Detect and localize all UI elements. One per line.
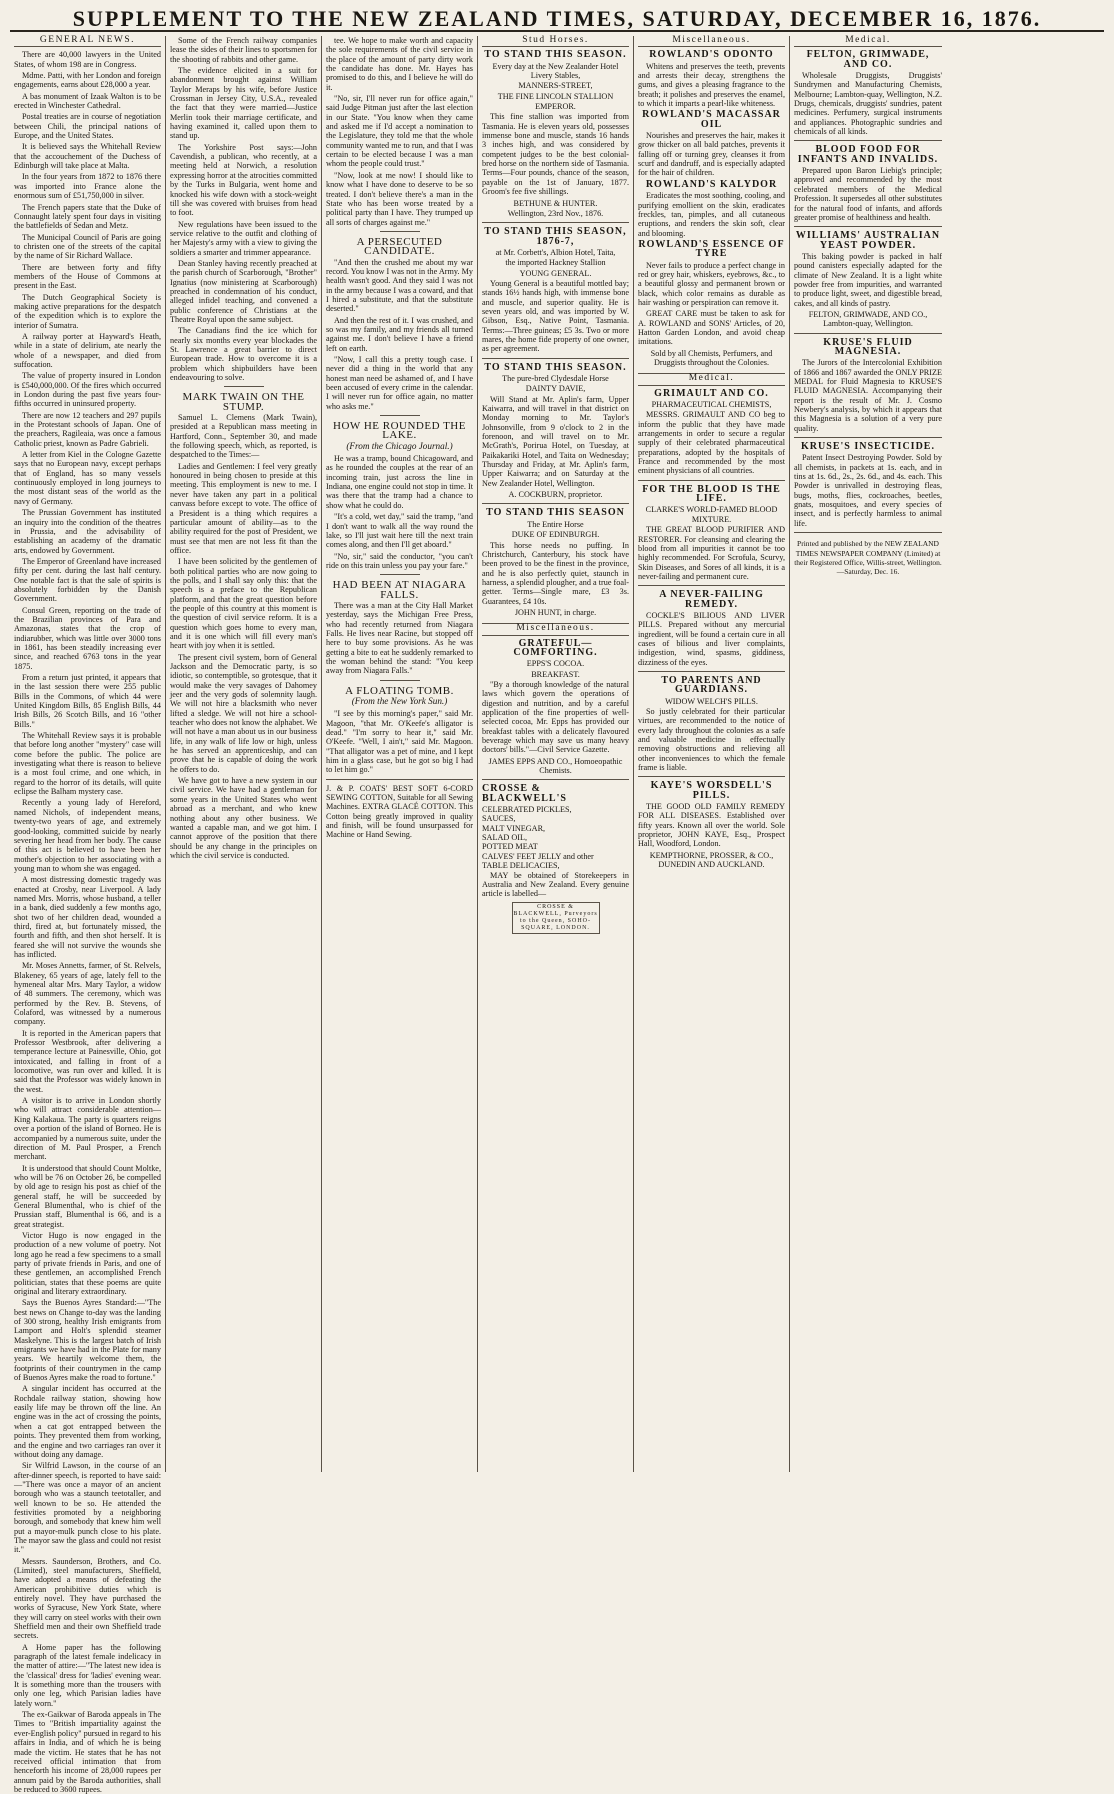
advert-signature: FELTON, GRIMWADE, AND CO., Lambton-quay, Wellington.	[808, 309, 928, 329]
paragraph: Mdme. Patti, with her London and foreign engagements, earns about £28,000 a year.	[14, 71, 161, 90]
advert-line: SAUCES,	[482, 814, 516, 824]
paragraph: The Municipal Council of Paris are going to christen one of the streets of the capital by the name of Sir Richard Wallace.	[14, 232, 161, 261]
imprint-footer: Printed and published by the NEW ZEALAND TIMES NEWSPAPER COMPANY (Limited) at their Registered Office, Willis-street, Wellington.—Saturday, Dec. 16.	[794, 539, 942, 577]
advert-title: KAYE'S WORSDELL'S PILLS.	[650, 780, 773, 801]
paragraph: A letter from Kiel in the Cologne Gazette says that no European navy, except perhaps that of England, has so many vessels continuously employed in long journeys to the most distant seas of the world as the navy of Germany.	[14, 450, 161, 506]
advert-body: Nourishes and preserves the hair, makes it grow thicker on all bald patches, prevents it falling off or turning grey, cleanses it from scurf and dandruff, and is especially adapted for the hair of children.	[638, 131, 785, 178]
paragraph: Says the Buenos Ayres Standard:—"The best news on Change to-day was the landing of 300 strong, healthy Irish emigrants from Lamport and Holt's splendid steamer Maskelyne. This is the largest batch of Irish emigrants we have had in the Plate for many years. We heartily welcome them, the footprints of their countrymen in the camp of Buenos Ayres make the road to fortune."	[14, 1298, 161, 1383]
paragraph: There are now 12 teachers and 297 pupils in the Protestant schools of Japan. One of the preachers, Ragileaia, was once a famous Catholic priest, known as Padre Gabrieli.	[14, 410, 161, 448]
advert-title: BLOOD FOOD FOR INFANTS AND INVALIDS.	[797, 144, 939, 165]
advert-body: Wholesale Druggists, Druggists' Sundrymen and Manufacturing Chemists, Melbourne; Lambton-quay, Wellington, N.Z. Drugs, chemicals, druggists' sundries, patent medicines. Perfumery, surgical instruments and appliances. Photographic sundries and chemicals of all kinds.	[794, 71, 942, 137]
paragraph: And then the rest of it. I was crushed, and so was my family, and my friends all turned against me. I don't believe I have a friend left on earth.	[326, 315, 473, 353]
coats-advert: J. & P. COATS' BEST SOFT 6-CORD SEWING COTTON, Suitable for all Sewing Machines. EXTRA GLACÉ COTTON. This Cotton being greatly improved in quality and finish, will be found unsurpassed for Machine or Hand Sewing.	[326, 783, 473, 840]
paragraph: The evidence elicited in a suit for abandonment brought against William Taylor Meraps by his wife, before Justice Crossman in Jersey City, U.S.A., revealed the fact that they were married—Justice Merlin took their marriage certificate, and having examined it, called upon them to stand up.	[170, 66, 317, 141]
columns	[10, 35, 1104, 1794]
advert-body: Never fails to produce a perfect change in red or grey hair, whiskers, eyebrows, &c., to a beautiful glossy and permanent brown or black, which color remains as durable as hair washing or perspiration can remove it.	[638, 260, 785, 307]
advert-body: Prepared upon Baron Liebig's principle; approved and recommended by the most celebrated members of the Medical Profession. It supersedes all other substitutes for the natural food of infants, and affords greater promise of healthiness and health.	[794, 166, 942, 222]
article-source: (From the Chicago Journal.)	[346, 440, 453, 451]
advert-line: CELEBRATED PICKLES,	[482, 805, 572, 815]
divider	[482, 358, 629, 359]
paragraph: "I see by this morning's paper," said Mr. Magoon, "that Mr. O'Keefe's alligator is dead." "I'm sorry to hear it," said Mr. O'Keefe. "Well, I ain't," said Mr. Magoon. "That alligator was a pet of mine, and I kept him in a glass case, but he got so big I had to let him go."	[326, 709, 473, 775]
advert-title: KRUSE'S INSECTICIDE.	[801, 441, 935, 453]
paragraph: Ladies and Gentlemen: I feel very greatly honoured in being chosen to preside at this meeting. This employment is new to me. I never have taken any part in a political canvass before except to vote. The office of a President is a thing which requires a particular amount of ability—as to the ability required for the post of President, we must see that men are not less fit than the office.	[170, 461, 317, 555]
advert-line: MANNERS-STREET,	[518, 81, 593, 91]
paragraph: From a return just printed, it appears that in the last session there were 255 public Bills in the Commons, of which 44 were United Kingdom Bills, 85 English Bills, 44 Irish Bills, 26 Scotch Bills, and 16 "other Bills."	[14, 673, 161, 729]
advert-body: Will Stand at Mr. Aplin's farm, Upper Kaiwarra, and will travel in that district on Monday morning to Mr. Taylor's Johnsonville, from 9 o'clock to 2 in the forenoon, and will travel on to Mr. McGrath's, Porirua Hotel, on Tuesday, at Paikakariki Hotel, and Taita on Wednesday; Thursday and Friday, at Mr. Aplin's farm, Upper Kaiwarra; and on Saturday at the New Zealander Hotel, Wellington.	[482, 394, 629, 488]
advert-body: GREAT CARE must be taken to ask for A. ROWLAND and SONS' Articles, of 20, Hatton Garden London, and avoid cheap imitations.	[638, 309, 785, 347]
paragraph: I have been solicited by the gentlemen of both political parties who are now going to the polls, and I shall say only this: that the speech is a preface to the Republican platform, and that the great question before the people of this country at this moment is the question of civil service reform. It is a question which goes home to every man, and it is one which will fill every man's heart with joy when it is settled.	[170, 557, 317, 651]
advert-body: Young General is a beautiful mottled bay; stands 16½ hands high, with immense bone and muscle, and superior quality. He is seven years old, and was imported by W. Gibson, Esq., Native Point, Tasmania. Terms:—Three guineas; £5 3s. Two or more mares, the home fide property of one owner, as per agreement.	[482, 278, 629, 354]
advert-line: EMPEROR.	[535, 102, 576, 112]
paragraph: Consul Green, reporting on the trade of the Brazilian provinces of Para and Amazonas, states that the crop of indiarubber, which was little over 3000 tons in 1861, has been steadily increasing ever since, and reached 6763 tons in the year 1875.	[14, 605, 161, 671]
divider	[794, 333, 942, 334]
masthead-title: SUPPLEMENT TO THE NEW ZEALAND TIMES, SATURDAY, DECEMBER 16, 1876.	[10, 4, 1104, 32]
column-heading: Miscellaneous.	[638, 36, 785, 47]
advert-line: Every day at the New Zealander Hotel Livery Stables,	[492, 61, 619, 81]
advert-line: POTTED MEAT	[482, 842, 538, 852]
advert-title: TO STAND THIS SEASON, 1876-7,	[484, 226, 627, 247]
advert-line: CLARKE'S WORLD-FAMED BLOOD MIXTURE.	[645, 505, 778, 524]
paragraph: A singular incident has occurred at the Rochdale railway station, showing how easily life may be thrown off the line. An engine was in the act of crossing the points, when a cat got entrapped between the points. They prevented them from working, and the engine and two carriages ran over it without doing any damage.	[14, 1384, 161, 1459]
paragraph: Dean Stanley having recently preached at the parish church of Scarborough, "Brother" Ignatius (now ministering at Scarborough) preached in condemnation of his conduct, alleged infidel teaching, and convened a public conference of Christians at the Theatre Royal upon the same subject.	[170, 258, 317, 324]
column-heading: Medical.	[794, 36, 942, 47]
advert-title: ROWLAND'S ODONTO	[649, 49, 774, 61]
article-heading: MARK TWAIN ON THE STUMP.	[182, 391, 305, 413]
divider	[326, 779, 473, 780]
article-heading: A PERSECUTED CANDIDATE.	[356, 235, 443, 258]
paragraph: We have got to have a new system in our civil service. We have had a gentleman for some years in the United States who went abroad as a merchant, and who knew nothing about any other business. We wanted a capable man, and we got him. I cannot approve of the position that there should be any change in the principles on which the civil service is conducted.	[170, 776, 317, 860]
advert-title: ROWLAND'S ESSENCE OF TYRE	[638, 238, 785, 260]
advert-signature: JAMES EPPS AND CO., Homoeopathic Chemists.	[488, 756, 623, 776]
advert-line: THE FINE LINCOLN STALLION	[497, 91, 614, 101]
paragraph: There was a man at the City Hall Market yesterday, says the Michigan Free Press, who had recently returned from Niagara Falls. He lives near Racine, but stopped off here to buy some provisions. As he was getting a bite to eat he suddenly remarked to the woman behind the stand: "You keep away from Niagara Falls."	[326, 600, 473, 676]
paragraph: It is believed says the Whitehall Review that the accouchement of the Duchess of Edinburgh will take place at Malta.	[14, 142, 161, 171]
paragraph: Messrs. Saunderson, Brothers, and Co. (Limited), steel manufacturers, Sheffield, have adopted a means of defeating the American prohibitive duties which is entirely novel. They have purchased the works of Syracuse, New York State, where they will carry on steel works with their own Sheffield men and their own Sheffield trade secrets.	[14, 1556, 161, 1641]
column-heading: Miscellaneous.	[482, 623, 629, 635]
divider	[380, 415, 420, 416]
advert-body: Eradicates the most soothing, cooling, and purifying emollient on the skin, eradicates freckles, tan, pimples, and all cutaneous eruptions, and renders the skin soft, clear and blooming.	[638, 191, 785, 238]
advert-title: FOR THE BLOOD IS THE LIFE.	[642, 483, 781, 505]
advert-signature: CROSSE & BLACKWELL, Purveyors to the Queen, SOHO-SQUARE, LONDON.	[513, 903, 598, 931]
article-heading: HAD BEEN AT NIAGARA FALLS.	[332, 579, 467, 601]
advert-body: COCKLE'S BILIOUS AND LIVER PILLS. Prepared without any mercurial ingredient, will be found a certain cure in all cases of bilious and liver complaints, indigestion, wind, spasms, giddiness, dizziness of the eyes.	[638, 610, 785, 667]
advert-body: THE GREAT BLOOD PURIFIER AND RESTORER. For cleansing and clearing the blood from all impurities it cannot be too highly recommended. For Scrofula, Scurvy, Skin Diseases, and Sores of all kinds, it is a never-failing and permanent cure.	[638, 525, 785, 581]
paragraph: "No, sir, I'll never run for office again," said Judge Pitman just after the last election in our State. "You know when they came and asked me if I'd accept a nomination to the Legislature, they told me that the whole community wanted me to run, and that I was certain to be elected because I was a man whom the people could trust."	[326, 94, 473, 169]
paragraph: The present civil system, born of General Jackson and the Democratic party, is so idiotic, so contemptible, so grotesque, that it would make the very savages of Dahomey jeer and the very gods of solemnity laugh. We will not hire a blacksmith who never lifted a sledge. We will not hire a school-teacher who does not know the alphabet. We will not have a man about us in our business life, in any walk of life low or high, unless he has served an apprenticeship, and can prove that he is capable of doing the work he offers to do.	[170, 652, 317, 774]
paragraph: Mr. Moses Annetts, farmer, of St. Relvels, Blakeney, 65 years of age, lately fell to the hymeneal altar Mrs. Mary Taylor, a widow of 48 summers. The ceremony, which was performed by the Rev. B. Stevens, of Colaford, was witnessed by a numerous company.	[14, 961, 161, 1027]
article-heading: A FLOATING TOMB.	[345, 684, 454, 697]
divider	[638, 480, 785, 481]
column-three	[322, 36, 478, 1472]
advert-body: Patent Insect Destroying Powder. Sold by all chemists, in packets at 1s. each, and in tins at 1s. 6d., 2s., 2s. 6d., and 4s. each. This Powder is unrivalled in destroying fleas, bugs, moths, flies, cockroaches, beetles, gnats, mosquitoes, and every species of insect, and is perfectly harmless to animal life.	[794, 453, 942, 528]
advert-line: PHARMACEUTICAL CHEMISTS,	[651, 400, 772, 410]
paragraph: He was a tramp, bound Chicagoward, and as he rounded the couples at the rear of an incoming train, just across the line in Indiana, one engine could not stop in time. It was there that the tramp had a chance to show what he could do.	[326, 454, 473, 510]
paragraph: It is understood that should Count Moltke, who will be 76 on October 26, be compelled by old age to resign his post as chief of the general staff, he will be succeeded by General Blumenthal, who is chief of the Prussian staff, Blumenthal is 66, and is a great strategist.	[14, 1163, 161, 1229]
advert-title: KRUSE'S FLUID MAGNESIA.	[823, 336, 913, 357]
paragraph: tee. We hope to make worth and capacity the sole requirements of the civil service in the place of the amount of party dirty work the candidate has done. Mr. Hayes has promised to do this, and I believe he will do it.	[326, 36, 473, 92]
paragraph: It is reported in the American papers that Professor Westbrook, after delivering a temperance lecture at Painesville, Ohio, got intoxicated, and falling in front of a locomotive, was run over and killed. It is said that the Professor was widely known in the west.	[14, 1028, 161, 1094]
advert-line: DAINTY DAVIE,	[525, 384, 586, 394]
advert-body: THE GOOD OLD FAMILY REMEDY FOR ALL DISEASES. Established over fifty years. Known all over the world. Sole proprietor, JOHN KAYE, Esq., Prospect Hall, Woodford, London.	[638, 802, 785, 849]
divider	[794, 532, 942, 533]
paragraph: A railway porter at Hayward's Heath, while in a state of delirium, ate nearly the whole of a newspaper, and died from suffocation.	[14, 331, 161, 369]
paragraph: Some of the French railway companies lease the sides of their lines to sportsmen for the shooting of rabbits and other game.	[170, 36, 317, 64]
advert-body: "By a thorough knowledge of the natural laws which govern the operations of digestion and nutrition, and by a careful application of the fine properties of well-selected cocoa, Mr. Epps has provided our breakfast tables with a delicately flavoured beverage which may save us many heavy doctors' bills."—Civil Service Gazette.	[482, 679, 629, 755]
advert-body: The Jurors of the Intercolonial Exhibition of 1866 and 1867 awarded the ONLY PRIZE MEDAL for Fluid Magnesia to KRUSE'S FLUID MAGNESIA. Accompanying their report is the result of Mr. J. Cosmo Newbery's analysis, by which it appears that this Magnesia is a solution of a very pure quality.	[794, 358, 942, 433]
advert-signature: KEMPTHORNE, PROSSER, & CO., DUNEDIN AND AUCKLAND.	[649, 850, 774, 870]
article-heading: HOW HE ROUNDED THE LAKE.	[333, 420, 466, 442]
advert-line: MALT VINEGAR,	[482, 823, 546, 833]
divider	[638, 585, 785, 586]
advert-title: GRATEFUL—COMFORTING.	[513, 637, 598, 658]
advert-body: This fine stallion was imported from Tasmania. He is eleven years old, possesses immense bone and muscle, stands 16 hands 3 inches high, and was considered by competent judges to be the best colonial-bred horse on the northern side of Tasmania. Terms—Four pounds, chance of the season, payable on the 1st of January, 1877. Groom's fee five shillings.	[482, 112, 629, 197]
column-medical	[790, 36, 946, 1472]
advert-line: DUKE OF EDINBURGH.	[511, 530, 600, 540]
paragraph: A visitor is to arrive in London shortly who will attract considerable attention—King Kalakaua. The party is quarters reigns over a portion of the island of Borneo. He is accompanied by a numerous suite, under the direction of M. Paul Prosper, a French merchant.	[14, 1096, 161, 1162]
column-heading: Medical.	[638, 373, 785, 385]
paragraph: Postal treaties are in course of negotiation between Chili, the principal nations of Europe, and the United States.	[14, 112, 161, 141]
divider	[482, 779, 629, 780]
advert-line: The Entire Horse	[527, 519, 584, 529]
paragraph: "It's a cold, wet day," said the tramp, "and I don't want to walk all the way round the lake, so I'll just wait here till the next train comes along, and then I'll get aboard."	[326, 512, 473, 550]
paragraph: Victor Hugo is now engaged in the production of a new volume of poetry. Not long ago he read a few specimens to a small party of private friends in Paris, and one of these gentlemen, an accomplished French politician, states that these poems are quite original and literary extraordinary.	[14, 1230, 161, 1296]
advert-title: FELTON, GRIMWADE, AND CO.	[806, 49, 930, 70]
advert-line: CALVES' FEET JELLY and other	[482, 851, 594, 861]
advert-title: A NEVER-FAILING REMEDY.	[659, 589, 764, 610]
advert-title: TO PARENTS AND GUARDIANS.	[661, 674, 762, 696]
paragraph: A bas monument of Izaak Walton is to be erected in Winchester Cathedral.	[14, 91, 161, 111]
column-stud-horses	[478, 36, 634, 1472]
divider	[638, 776, 785, 777]
paragraph: The French papers state that the Duke of Connaught lately spent four days in visiting the battlefields of Sedan and Metz.	[14, 202, 161, 231]
advert-line: TABLE DELICACIES,	[482, 861, 560, 871]
paragraph: Sir Wilfrid Lawson, in the course of an after-dinner speech, is reported to have said:—"There was once a mayor of an ancient borough who was a staunch teetotaller, and well known to be so. He attended the festivities promoted by a neighboring borough, and somebody that knew him well put a mayor-mulk punch close to his plate. The mayor saw the glass and could not resist it."	[14, 1461, 161, 1555]
advert-body: So justly celebrated for their particular virtues, are recommended to the notice of every lady throughout the colonies as a safe and valuable medicine in effectually removing obstructions and relieving all other inconveniences to which the female frame is liable.	[638, 707, 785, 773]
paragraph: "No, sir," said the conductor, "you can't ride on this train unless you pay your fare."	[326, 551, 473, 570]
paragraph: The Yorkshire Post says:—John Cavendish, a publican, who recently, at a meeting held at Norwich, a resolution expressing horror at the atrocities committed by the Turks in Bulgaria, went home and knocked his wife down with a stock-weight till she was covered with bruises from head to foot.	[170, 142, 317, 218]
paragraph: A Home paper has the following paragraph of the latest female indelicacy in the matter of attire:—"The latest new idea is the 'classical' dress for 'ladies' evening wear. It is something more than the trousers with only one leg, which Parisian ladies have lately worn."	[14, 1642, 161, 1708]
column-heading: Stud Horses.	[482, 36, 629, 47]
column-heading: GENERAL NEWS.	[14, 36, 161, 47]
advert-line: WIDOW WELCH'S PILLS.	[665, 696, 758, 706]
paragraph: There are 40,000 lawyers in the United States, of whom 198 are in Congress.	[14, 50, 161, 69]
divider	[638, 671, 785, 672]
column-general-news	[10, 35, 166, 1794]
advert-body: Whitens and preserves the teeth, prevents and arrests their decay, strengthens the gums, and gives a pleasing fragrance to the breath; it polishes and preserves the enamel, to which it imparts a pearl-like whiteness.	[638, 61, 785, 109]
advert-line: The pure-bred Clydesdale Horse	[502, 374, 609, 383]
advert-body: MAY be obtained of Storekeepers in Australia and New Zealand. Every genuine article is labelled—	[482, 870, 629, 899]
divider	[794, 140, 942, 141]
advert-line: YOUNG GENERAL.	[519, 268, 592, 278]
divider	[794, 226, 942, 227]
advert-line: the imported Hackney Stallion	[505, 258, 606, 268]
advert-line: SALAD OIL,	[482, 833, 528, 843]
paragraph: The ex-Gaikwar of Baroda appeals in The Times to "British impartiality against the ever-English policy" pursued in regard to his affairs in India, and of which he is being made the victim. He states that he has not received official intimation that from henceforth his income of 28,000 rupees per annum paid by the Baroda authorities, shall be reduced to 3600 rupees.	[14, 1710, 161, 1794]
paragraph: "Now, I call this a pretty tough case. I never did a thing in the world that any honest man need be ashamed of, and I have been accused of every crime in the calendar. I will never run for office again, no matter who asks me."	[326, 355, 473, 411]
column-two	[166, 36, 322, 1472]
crosse-blackwell-label-icon	[512, 902, 600, 934]
article-body	[14, 50, 161, 1794]
paragraph: The Emperor of Greenland have increased fifty per cent. during the last half century. One notable fact is that the sale of spirits is absolutely forbidden by the Danish Government.	[14, 556, 161, 604]
divider	[380, 574, 420, 575]
paragraph: The Whitehall Review says it is probable that before long another "mystery" case will come before the public. The police are investigating what there is reason to believe is a most foul crime, and one which, in regard to the horror of its details, will quite eclipse the Balham mystery case.	[14, 731, 161, 797]
divider	[482, 222, 629, 223]
advert-date: Wellington, 23rd Nov., 1876.	[507, 208, 604, 218]
paragraph: The Canadians find the ice which for nearly six months every year blockades the St. Lawrence a great barrier to direct European trade. How to overcome it is a problem which shipbuilders have been endeavouring to solve.	[170, 326, 317, 383]
paragraph: "And then the crushed me about my war record. You know I was not in the Army. My health wasn't good. And they said I was not in the army because I was a coward, and that I hired a substitute, and that the substitute deserted."	[326, 257, 473, 314]
advert-title: TO STAND THIS SEASON.	[484, 361, 627, 373]
divider	[224, 386, 264, 387]
paragraph: The Prussian Government has instituted an inquiry into the condition of the theatres in Prussia, and the advisability of establishing an academy of the dramatic arts, endowed by Government.	[14, 508, 161, 555]
advert-title: ROWLAND'S MACASSAR OIL	[642, 109, 781, 130]
divider	[794, 437, 942, 438]
paragraph: The value of property insured in London is £540,000,000. Of the fires which occurred in London during the past five years four-fifths occurred in uninsured property.	[14, 371, 161, 409]
advert-line: EPPS'S COCOA.	[526, 659, 585, 669]
paragraph: A most distressing domestic tragedy was enacted at Crosby, near Liverpool. A lady named Mrs. Morris, whose husband, a teller in a bank, died suddenly a few months ago, shot two of her children dead, wounded a third, fired at, but fortunately missed, the fourth and fifth, and then shot herself. It is feared she will not survive the wounds she has inflicted.	[14, 875, 161, 959]
paragraph: In the four years from 1872 to 1876 there was imported into France alone the enormous sum of £51,750,000 in silver.	[14, 172, 161, 201]
paragraph: New regulations have been issued to the service relative to the outfit and clothing of her Majesty's army with a view to giving the soldiers a smarter and trimmer appearance.	[170, 219, 317, 257]
advert-line: Sold by all Chemists, Perfumers, and Druggists throughout the Colonies.	[650, 348, 773, 367]
divider	[380, 231, 420, 232]
advert-title: TO STAND THIS SEASON	[486, 507, 625, 519]
advert-body: This horse needs no puffing. In Christchurch, Canterbury, his stock have been proved to be the finest in the province, and he is also perfectly quiet, staunch in harness, a splendid plougher, and a true foal-getter. Terms—Single mare, £3 3s. Guarantees, £4 10s.	[482, 540, 629, 606]
column-miscellaneous	[634, 36, 790, 1472]
paragraph: Samuel L. Clemens (Mark Twain), presided at a Republican mass meeting in Hartford, Conn., September 30, and made the following speech, which, as reported, is despatched to the Times:—	[170, 413, 317, 460]
paragraph: There are between forty and fifty members of the House of Commons at present in the East.	[14, 262, 161, 291]
advert-signature: BETHUNE & HUNTER.	[513, 198, 598, 208]
advert-body: This baking powder is packed in half pound canisters especially adapted for the climate of New Zealand. It is a light white powder free from impurities, and warranted to produce light, sweet, and digestible bread, cakes, and all kinds of pastry.	[794, 251, 942, 308]
divider	[380, 680, 420, 681]
advert-signature: A. COCKBURN, proprietor.	[508, 490, 603, 500]
article-source: (From the New York Sun.)	[351, 696, 448, 706]
advert-line: BREAKFAST.	[531, 669, 580, 679]
advert-body: MESSRS. GRIMAULT AND CO beg to inform the public that they have made arrangements in order to secure a regular supply of their celebrated pharmaceutical preparations, adopted by the hospitals of France and recommended by the most eminent physicians of all countries.	[638, 410, 785, 476]
paragraph: The Dutch Geographical Society is making active preparations for the despatch of the expedition which is to explore the interior of Sumatra.	[14, 292, 161, 330]
paragraph: Recently a young lady of Hereford, named Nichols, of independent means, twenty-two years of age, and extremely good-looking, committed suicide by nearly severing her head from her body. The cause of this act is believed to have been her mother's objection to her associating with a young man to whom she was engaged.	[14, 798, 161, 873]
advert-title: WILLIAMS' AUSTRALIAN YEAST POWDER.	[795, 230, 941, 251]
advert-signature: JOHN HUNT, in charge.	[514, 607, 597, 617]
advert-title: CROSSE & BLACKWELL'S	[482, 783, 567, 804]
advert-title: ROWLAND'S KALYDOR	[645, 178, 778, 190]
advert-title: GRIMAULT AND CO.	[654, 387, 769, 399]
advert-title: TO STAND THIS SEASON.	[484, 49, 627, 61]
paragraph: "Now, look at me now! I should like to know what I have done to deserve to be so treated. I don't believe there's a man in the State who has been worse treated by a political party than I have. They trumped up all sorts of charges against me."	[326, 170, 473, 227]
divider	[482, 503, 629, 504]
advert-line: at Mr. Corbett's, Albion Hotel, Taita,	[495, 247, 616, 257]
